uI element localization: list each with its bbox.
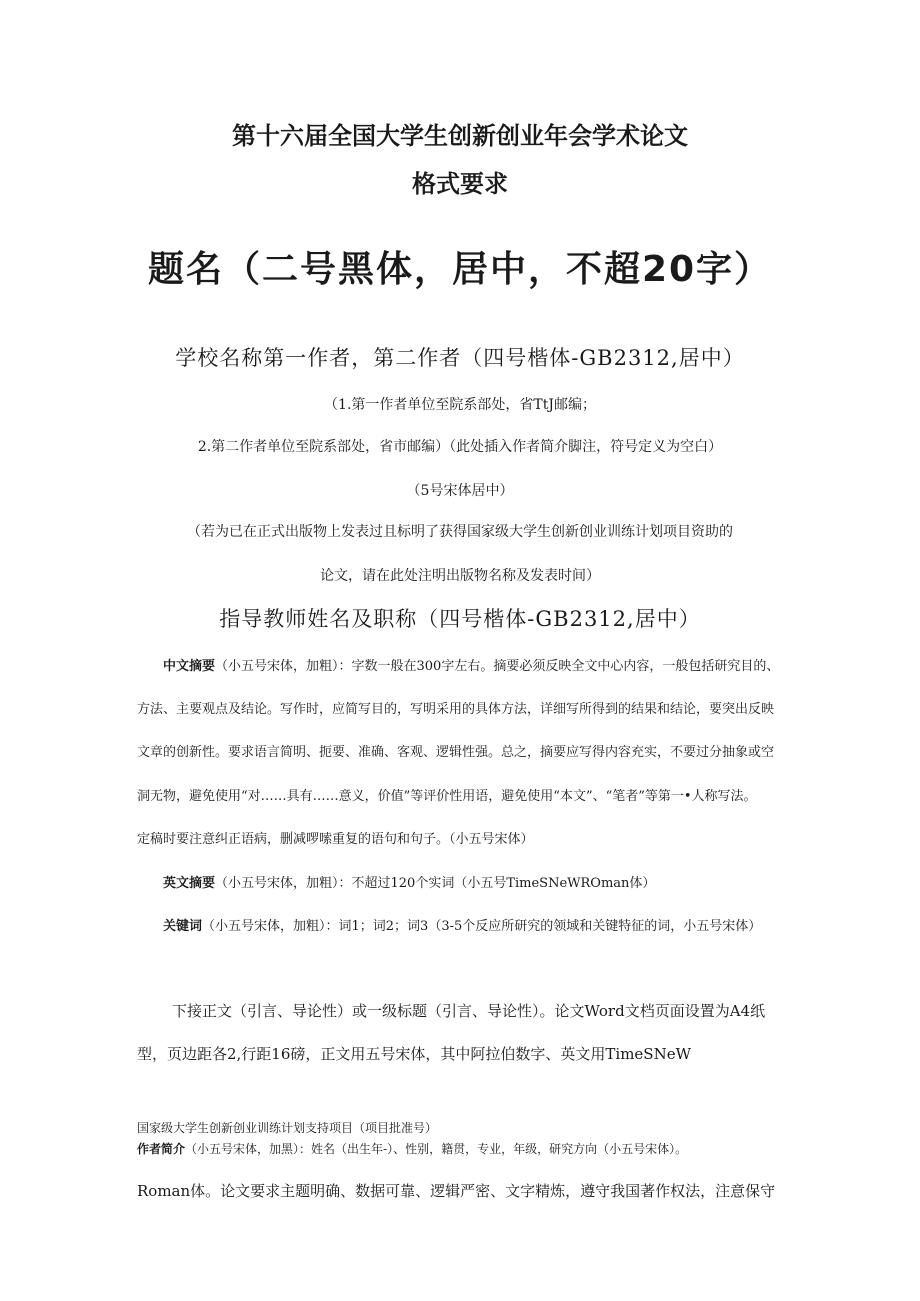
abstract-cn-line-2: 方法、主要观点及结论。写作时，应简写目的，写明采用的具体方法，详细写所得到的结果和结论，要突出反映 xyxy=(137,702,775,717)
conference-subtitle: 格式要求 xyxy=(412,170,508,198)
abstract-en-text: （小五号宋体，加粗）：不超过120个实词（小五号TimeSNeWROman体） xyxy=(215,876,656,891)
abstract-en-label: 英文摘要 xyxy=(163,876,216,891)
keywords-text: （小五号宋体，加粗）：词1；词2；词3（3-5个反应所研究的领域和关键特征的词，小五号宋体） xyxy=(202,919,762,934)
abstract-cn-line-4: 洞无物，避免使用“对……具有……意义，价值”等评价性用语，避免使用“本文”、“笔者”等第一•人称写法。 xyxy=(137,789,757,804)
abstract-cn-line-5: 定稿时要注意纠正语病，删减啰嗦重复的语句和句子。（小五号宋体） xyxy=(137,832,534,847)
footnote-bio-text: （小五号宋体，加黑）：姓名（出生年-）、性别，籍贯，专业，年级，研究方向（小五号宋体）。 xyxy=(185,1142,688,1156)
conference-title: 第十六届全国大学生创新创业年会学术论文 xyxy=(232,122,688,150)
body-text-line-3: Roman体。论文要求主题明确、数据可靠、逻辑严密、文字精炼，遵守我国著作权法，注意保守 xyxy=(137,1182,776,1200)
abstract-en-line xyxy=(163,872,823,891)
advisor-line: 指导教师姓名及职称（四号楷体-GB2312,居中） xyxy=(219,607,701,631)
affiliation-line-1: （1.第一作者单位至院系部处，省TtJ邮编； xyxy=(324,397,596,413)
publication-note-line-2: 论文，请在此处注明出版物名称及发表时间） xyxy=(320,568,600,584)
footnote-project: 国家级大学生创新创业训练计划支持项目（项目批准号） xyxy=(137,1121,438,1135)
authors-line: 学校名称第一作者，第二作者（四号楷体-GB2312,居中） xyxy=(175,346,745,370)
publication-note-line-1: （若为已在正式出版物上发表过且标明了获得国家级大学生创新创业训练计划项目资助的 xyxy=(187,524,733,540)
abstract-cn-label: 中文摘要 xyxy=(163,659,216,674)
body-text-line-1: 下接正文（引言、导论性）或一级标题（引言、导论性）。论文Word文档页面设置为A4纸 xyxy=(172,1002,766,1020)
affiliation-format-note: （5号宋体居中） xyxy=(406,483,514,499)
body-text-line-2: 型，页边距各2,行距16磅，正文用五号宋体，其中阿拉伯数字、英文用TimeSNeW xyxy=(137,1045,691,1063)
abstract-cn-text: （小五号宋体，加粗）：字数一般在300字左右。摘要必须反映全文中心内容，一般包括研究目的、 xyxy=(215,659,780,674)
affiliation-line-2: 2.第二作者单位至院系部处，省市邮编）（此处插入作者简介脚注，符号定义为空白） xyxy=(197,439,723,455)
keywords-line xyxy=(163,915,823,934)
footnote-bio-label: 作者简介 xyxy=(137,1142,186,1156)
abstract-cn-line-3: 文章的创新性。要求语言简明、扼要、准确、客观、逻辑性强。总之，摘要应写得内容充实，不要过分抽象或空 xyxy=(137,745,775,760)
keywords-label: 关键词 xyxy=(163,919,203,934)
footnote-bio xyxy=(137,1140,797,1157)
paper-title: 题名（二号黑体，居中，不超20字） xyxy=(147,249,773,290)
abstract-cn-line-1 xyxy=(163,655,823,674)
